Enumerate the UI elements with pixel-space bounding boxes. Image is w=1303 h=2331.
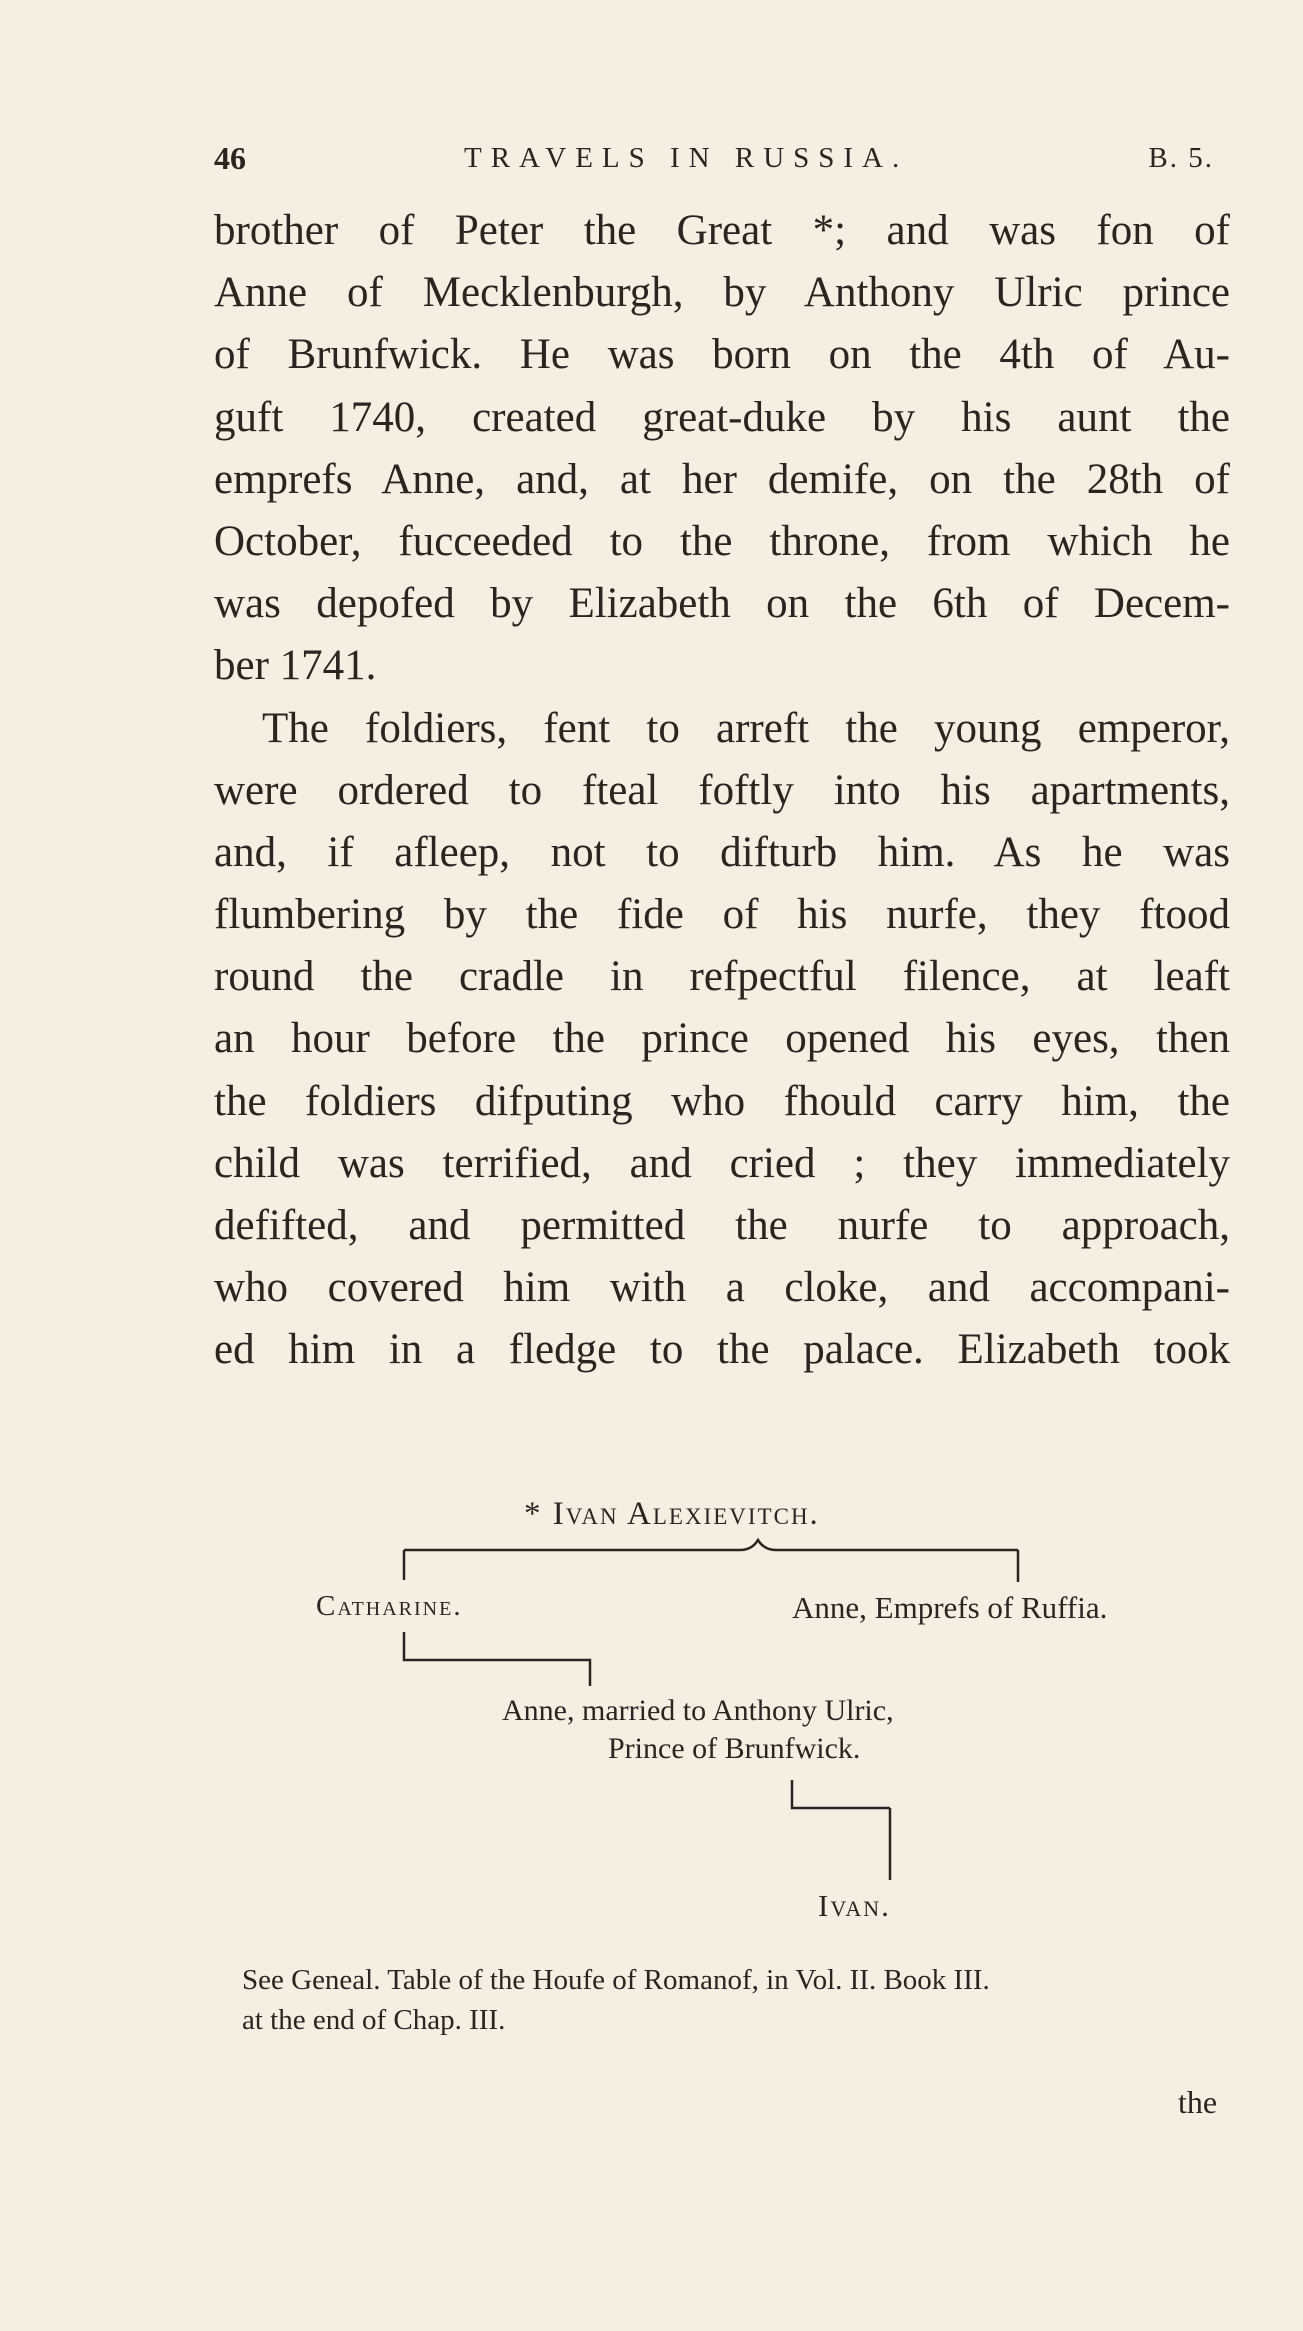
running-head: [214, 140, 1214, 190]
body-text: [214, 200, 1230, 1382]
text-line: and, if afleep, not to difturb him. As he was: [214, 828, 1230, 876]
footnote-reference-line2: at the end of Chap. III.: [242, 2004, 506, 2036]
text-line: the foldiers difputing who fhould carry him, the: [214, 1077, 1230, 1125]
footnote-catharine: Catharine.: [316, 1590, 463, 1622]
page-number: 46: [214, 140, 246, 176]
text-line: guft 1740, created great-duke by his aunt the: [214, 393, 1230, 441]
catchword: the: [1178, 2084, 1218, 2120]
text-line: of Brunfwick. He was born on the 4th of Au-: [214, 331, 1230, 379]
footnote-anne-married-line1: Anne, married to Anthony Ulric,: [502, 1694, 894, 1727]
footnote-root-ivan-alexievitch: [524, 1496, 820, 1533]
footnote-root-name: Ivan Alexievitch.: [552, 1496, 820, 1532]
footnote-reference-line1: See Geneal. Table of the Houfe of Romanof, in Vol. II. Book III.: [242, 1964, 990, 1996]
footnote-marker: *: [524, 1496, 543, 1532]
footnote-anne-married-line2: Prince of Brunfwick.: [608, 1732, 861, 1765]
tree-branch-catharine: [404, 1632, 590, 1686]
text-line: defifted, and permitted the nurfe to approach,: [214, 1202, 1230, 1249]
text-line: ed him in a fledge to the palace. Elizabeth took: [214, 1326, 1230, 1374]
text-line: was depofed by Elizabeth on the 6th of Decem-: [214, 580, 1230, 628]
text-line: brother of Peter the Great *; and was fon of: [214, 207, 1230, 254]
text-line: The foldiers, fent to arreft the young emperor,: [262, 704, 1230, 752]
text-line: Anne of Mecklenburgh, by Anthony Ulric prince: [214, 269, 1230, 317]
text-line: an hour before the prince opened his eyes, then: [214, 1015, 1230, 1063]
text-line: who covered him with a cloke, and accompani-: [214, 1264, 1230, 1312]
text-line: flumbering by the fide of his nurfe, they ftood: [214, 891, 1230, 939]
text-line: October, fucceeded to the throne, from which he: [214, 517, 1230, 565]
running-title: TRAVELS IN RUSSIA.: [464, 142, 909, 174]
text-line: were ordered to fteal foftly into his apartments,: [214, 766, 1230, 814]
text-line: round the cradle in refpectful filence, at leaft: [214, 953, 1230, 1001]
tree-branch-anne: [792, 1780, 890, 1808]
text-line: ber 1741.: [214, 642, 377, 690]
book-reference: B. 5.: [1148, 142, 1214, 174]
text-line: child was terrified, and cried ; they immediately: [214, 1139, 1230, 1187]
footnote-reference: [242, 1960, 990, 2040]
footnote-ivan: Ivan.: [818, 1888, 891, 1923]
tree-bracket-peak: [740, 1540, 776, 1550]
footnote-anne-married: [502, 1692, 894, 1768]
footnote-anne-empress: Anne, Emprefs of Ruffia.: [792, 1590, 1108, 1625]
text-line: emprefs Anne, and, at her demife, on the 28th of: [214, 455, 1230, 503]
